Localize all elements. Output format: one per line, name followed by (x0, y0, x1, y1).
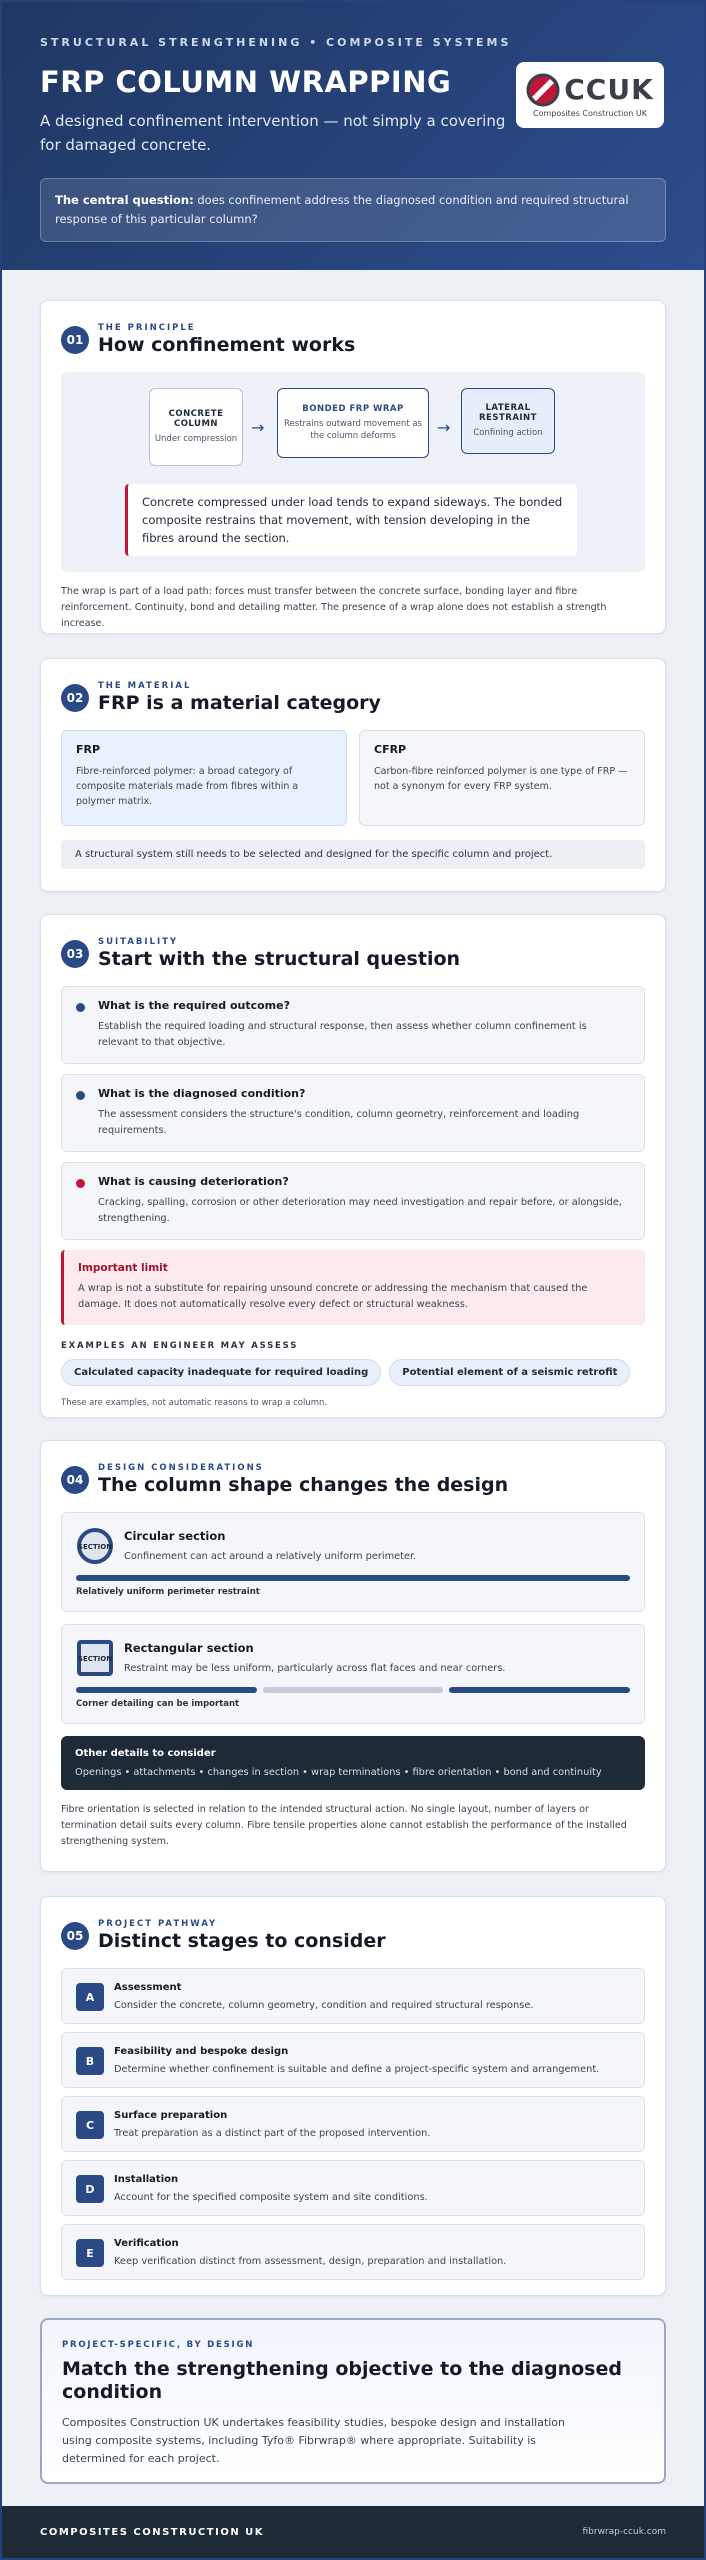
design-body: Fibre orientation is selected in relation to the intended structural action. No single layout, number of layers or termination detail suits every column. Fibre tensile properties alone cannot establish the performance of the installed strengthening system. (61, 1804, 627, 1847)
section-material (40, 658, 666, 892)
footer-url-link[interactable]: fibrwrap-ccuk.com (582, 2527, 666, 2537)
section-number-badge: 04 (61, 1466, 89, 1494)
section-pathway (40, 1896, 666, 2296)
question-text: Cracking, spalling, corrosion or other deterioration may need investigation and repair before, or alongside, strengthening. (98, 1197, 623, 1224)
logo-wordmark: CCUK (564, 73, 654, 106)
arrow-right-icon: → (251, 418, 265, 437)
rectangular-section-text: Restraint may be less uniform, particularly across flat faces and near corners. (124, 1663, 506, 1674)
stage-letter-badge: A (76, 1983, 104, 2011)
stage-text: Keep verification distinct from assessment, design, preparation and installation. (114, 2256, 507, 2267)
question-card (61, 986, 645, 1064)
restraint-bar-segment-weak (263, 1687, 444, 1693)
stage-text: Treat preparation as a distinct part of the proposed intervention. (114, 2128, 431, 2139)
ccuk-logo[interactable] (516, 62, 664, 128)
corner-restraint-bar (76, 1687, 630, 1693)
circular-section-title: Circular section (124, 1529, 226, 1543)
page-title: FRP COLUMN WRAPPING (40, 65, 452, 99)
diagram-box-title: BONDED FRP WRAP (302, 404, 404, 414)
ccuk-logo-mark-icon (526, 73, 560, 107)
diagram-box-frp (277, 388, 429, 458)
section-header (61, 323, 645, 356)
stage-item (61, 2096, 645, 2152)
section-title: How confinement works (98, 334, 356, 356)
examples-footnote: These are examples, not automatic reasons to wrap a column. (61, 1398, 328, 1408)
stage-text: Account for the specified composite system and site conditions. (114, 2192, 428, 2203)
question-text: The assessment considers the structure's condition, column geometry, reinforcement and loading requirements. (98, 1109, 580, 1136)
section-title: Distinct stages to consider (98, 1930, 386, 1952)
other-details-panel (61, 1736, 645, 1790)
stage-letter-badge: E (76, 2239, 104, 2267)
stage-title: Assessment (114, 1982, 182, 1993)
principle-quote: Concrete compressed under load tends to expand sideways. The bonded composite restrains that movement, with tension developing in the fibres around the section. (125, 484, 577, 556)
stage-title: Surface preparation (114, 2110, 228, 2121)
stage-item (61, 2224, 645, 2280)
section-number-badge: 01 (61, 326, 89, 354)
stage-title: Verification (114, 2238, 179, 2249)
stage-letter-badge: B (76, 2047, 104, 2075)
diagram-box-desc: Under compression (154, 434, 238, 444)
circular-bar-label: Relatively uniform perimeter restraint (76, 1587, 260, 1597)
diagram-box-title: LATERAL RESTRAINT (479, 403, 537, 423)
stage-item (61, 2160, 645, 2216)
section-header (61, 1919, 645, 1952)
page-subtitle: A designed confinement intervention — not simply a covering for damaged concrete. (40, 112, 506, 154)
section-title: FRP is a material category (98, 692, 381, 714)
cfrp-text: Carbon-fibre reinforced polymer is one type of FRP — not a synonym for every FRP system. (374, 766, 628, 792)
header-kicker: STRUCTURAL STRENGTHENING • COMPOSITE SYSTEMS (40, 36, 512, 49)
section-kicker: DESIGN CONSIDERATIONS (98, 1463, 264, 1473)
section-icon-label: SECTION (77, 1543, 113, 1551)
cfrp-title: CFRP (374, 743, 407, 756)
section-kicker: THE PRINCIPLE (98, 323, 196, 333)
question-title: What is causing deterioration? (98, 1175, 289, 1188)
section-number-badge: 02 (61, 684, 89, 712)
principle-body: The wrap is part of a load path: forces must transfer between the concrete surface, bonding layer and fibre reinforcement. Continuity, bond and detailing matter. The presence of a wrap alone does not establish a strength increase. (61, 586, 607, 629)
question-text: Establish the required loading and structural response, then assess whether column confinement is relevant to that objective. (98, 1021, 587, 1048)
section-header (61, 681, 645, 714)
section-kicker: THE MATERIAL (98, 681, 192, 691)
rectangular-section-card (61, 1624, 645, 1724)
diagram-box-concrete (149, 388, 243, 466)
stage-item (61, 1968, 645, 2024)
other-details-title: Other details to consider (75, 1748, 216, 1759)
stage-title: Feasibility and bespoke design (114, 2046, 289, 2057)
important-limit-callout (61, 1250, 645, 1325)
stage-text: Consider the concrete, column geometry, condition and required structural response. (114, 2000, 534, 2011)
diagram-box-desc: Restrains outward movement as the column deforms (284, 419, 422, 441)
restraint-bar-segment (76, 1575, 630, 1581)
confinement-diagram (61, 372, 645, 572)
question-card (61, 1074, 645, 1152)
bullet-dot-icon (76, 1091, 85, 1100)
restraint-bar-segment (76, 1687, 257, 1693)
material-columns (61, 730, 645, 826)
header (2, 2, 704, 270)
question-card (61, 1162, 645, 1240)
section-kicker: PROJECT PATHWAY (98, 1919, 218, 1929)
central-question-label: The central question: (55, 193, 194, 207)
cta-panel (40, 2318, 666, 2484)
circular-section-icon (76, 1527, 114, 1565)
example-pill-seismic: Potential element of a seismic retrofit (389, 1359, 630, 1386)
section-design (40, 1440, 666, 1872)
logo-subtitle: Composites Construction UK (533, 108, 647, 118)
circular-section-card (61, 1512, 645, 1612)
stage-text: Determine whether confinement is suitable and define a project-specific system and arrangement. (114, 2064, 600, 2075)
section-suitability (40, 914, 666, 1418)
cfrp-card (359, 730, 645, 826)
other-details-text: Openings • attachments • changes in section • wrap terminations • fibre orientation • bond and continuity (75, 1767, 602, 1778)
diagram-box-restraint (461, 388, 555, 454)
example-pill-capacity: Calculated capacity inadequate for required loading (61, 1359, 381, 1386)
cta-title: Match the strengthening objective to the diagnosed condition (62, 2358, 622, 2403)
question-title: What is the diagnosed condition? (98, 1087, 306, 1100)
cta-kicker: PROJECT-SPECIFIC, BY DESIGN (62, 2340, 255, 2350)
section-number-badge: 03 (61, 940, 89, 968)
frp-card (61, 730, 347, 826)
stage-letter-badge: C (76, 2111, 104, 2139)
section-principle (40, 300, 666, 634)
restraint-bar-segment (449, 1687, 630, 1693)
question-title: What is the required outcome? (98, 999, 290, 1012)
limit-title: Important limit (78, 1262, 168, 1274)
section-header (61, 937, 645, 970)
diagram-box-desc: Confining action (473, 428, 543, 438)
central-question (40, 178, 666, 242)
example-pills (61, 1359, 645, 1386)
section-kicker: SUITABILITY (98, 937, 179, 947)
bullet-dot-icon (76, 1003, 85, 1012)
section-title: Start with the structural question (98, 948, 461, 970)
material-note: A structural system still needs to be selected and designed for the specific column and project. (61, 840, 645, 869)
section-number-badge: 05 (61, 1922, 89, 1950)
footer (2, 2506, 704, 2558)
frp-title: FRP (76, 743, 101, 756)
stage-title: Installation (114, 2174, 179, 2185)
frp-text: Fibre-reinforced polymer: a broad category of composite materials made from fibres within a polymer matrix. (76, 766, 299, 807)
rectangular-section-icon (76, 1639, 114, 1677)
central-question-text: does confinement address the diagnosed condition and required structural response of this particular column? (55, 193, 629, 226)
section-icon-label: SECTION (77, 1655, 113, 1663)
arrow-right-icon: → (437, 418, 451, 437)
section-title: The column shape changes the design (98, 1474, 509, 1496)
rectangular-bar-label: Corner detailing can be important (76, 1699, 240, 1709)
stage-letter-badge: D (76, 2175, 104, 2203)
rectangular-section-title: Rectangular section (124, 1641, 254, 1655)
stage-item (61, 2032, 645, 2088)
uniform-restraint-bar (76, 1575, 630, 1581)
section-header (61, 1463, 645, 1496)
circular-section-text: Confinement can act around a relatively uniform perimeter. (124, 1551, 417, 1562)
bullet-dot-red-icon (76, 1179, 85, 1188)
diagram-box-title: CONCRETE COLUMN (168, 409, 224, 429)
footer-brand: COMPOSITES CONSTRUCTION UK (40, 2526, 265, 2538)
examples-kicker: EXAMPLES AN ENGINEER MAY ASSESS (61, 1341, 299, 1351)
cta-text: Composites Construction UK undertakes feasibility studies, bespoke design and installation using composite systems, including Tyfo® Fibrwrap® where appropriate. Suitability is determined for each project. (62, 2416, 566, 2465)
limit-text: A wrap is not a substitute for repairing unsound concrete or addressing the mechanism that caused the damage. It does not automatically resolve every defect or structural weakness. (78, 1283, 588, 1310)
